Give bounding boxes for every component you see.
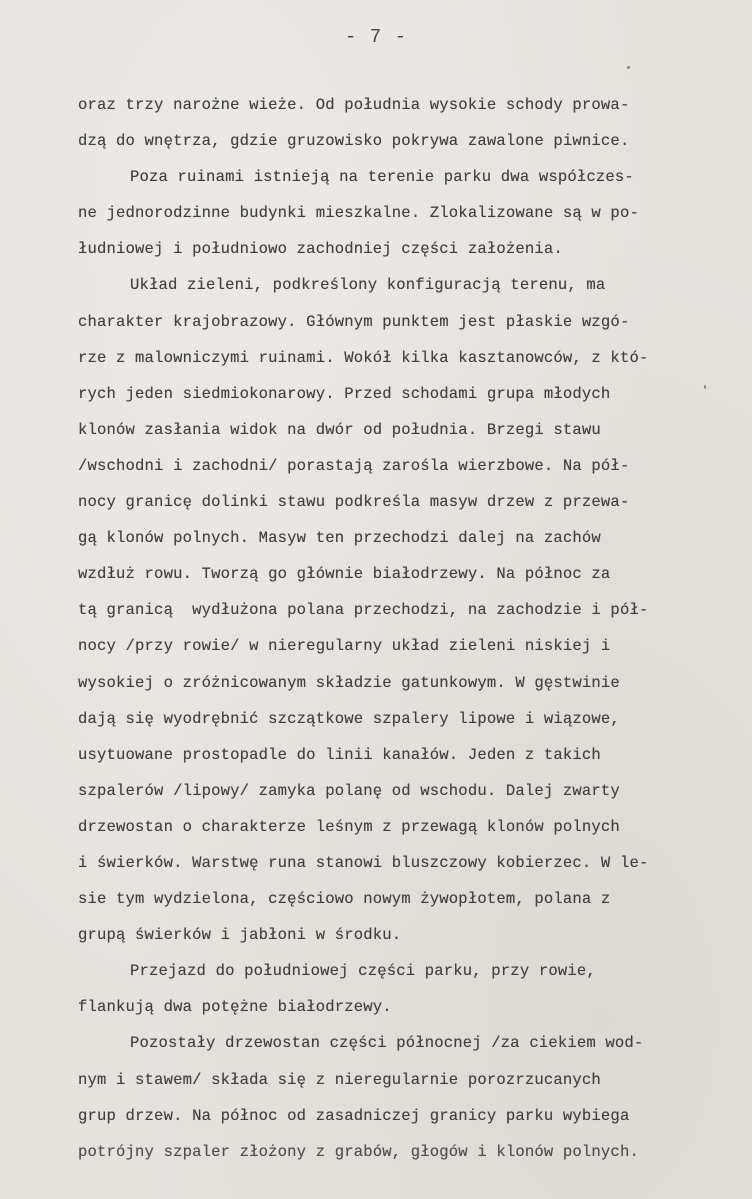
text-line-28: nym i stawem/ składa się z nieregularnie porozrzucanych	[78, 1070, 601, 1089]
text-line-15: tą granicą wydłużona polana przechodzi, na zachodzie i pół-	[78, 601, 649, 620]
text-line-24: grupą świerków i jabłoni w środku.	[78, 926, 402, 945]
text-line-25: Przejazd do południowej części parku, przy rowie,	[130, 962, 596, 981]
paper-speck	[704, 385, 706, 389]
text-line-12: nocy granicę dolinki stawu podkreśla masyw drzew z przewa-	[78, 493, 630, 512]
text-line-11: /wschodni i zachodni/ porastają zarośla wierzbowe. Na pół-	[78, 456, 630, 475]
paper-speck	[627, 66, 630, 69]
text-line-21: drzewostan o charakterze leśnym z przewagą klonów polnych	[78, 817, 620, 836]
text-line-3: Poza ruinami istnieją na terenie parku dwa współczes-	[130, 168, 634, 187]
text-line-19: usytuowane prostopadle do linii kanałów. Jeden z takich	[78, 745, 601, 764]
text-line-27: Pozostały drzewostan części północnej /za ciekiem wod-	[130, 1034, 644, 1053]
text-line-10: klonów zasłania widok na dwór od południa. Brzegi stawu	[78, 420, 601, 439]
text-line-20: szpalerów /lipowy/ zamyka polanę od wschodu. Dalej zwarty	[78, 781, 620, 800]
text-line-16: nocy /przy rowie/ w nieregularny układ zieleni niskiej i	[78, 637, 611, 656]
text-line-2: dzą do wnętrza, gdzie gruzowisko pokrywa zawalone piwnice.	[78, 132, 630, 151]
text-line-29: grup drzew. Na północ od zasadniczej granicy parku wybiega	[78, 1106, 630, 1125]
text-line-22: i świerków. Warstwę runa stanowi bluszczowy kobierzec. W le-	[78, 853, 649, 872]
text-line-14: wzdłuż rowu. Tworzą go głównie białodrzewy. Na północ za	[78, 565, 611, 584]
typewritten-body	[78, 87, 738, 1170]
text-line-23: sie tym wydzielona, częściowo nowym żywopłotem, polana z	[78, 890, 611, 909]
text-line-30: potrójny szpaler złożony z grabów, głogów i klonów polnych.	[78, 1142, 639, 1161]
text-line-9: rych jeden siedmiokonarowy. Przed schodami grupa młodych	[78, 384, 611, 403]
text-line-18: dają się wyodrębnić szczątkowe szpalery lipowe i wiązowe,	[78, 709, 620, 728]
text-line-1: oraz trzy narożne wieże. Od południa wysokie schody prowa-	[78, 96, 630, 114]
text-line-17: wysokiej o zróżnicowanym składzie gatunkowym. W gęstwinie	[78, 673, 620, 692]
text-line-13: gą klonów polnych. Masyw ten przechodzi dalej na zachów	[78, 529, 601, 548]
text-line-8: rze z malowniczymi ruinami. Wokół kilka kasztanowców, z któ-	[78, 348, 649, 367]
page-number: - 7 -	[344, 26, 407, 48]
text-line-5: łudniowej i południowo zachodniej części założenia.	[78, 240, 563, 259]
text-line-4: ne jednorodzinne budynki mieszkalne. Zlokalizowane są w po-	[78, 204, 639, 223]
text-line-7: charakter krajobrazowy. Głównym punktem jest płaskie wzgó-	[78, 312, 630, 331]
text-line-6: Układ zieleni, podkreślony konfiguracją terenu, ma	[130, 276, 606, 295]
text-line-26: flankują dwa potężne białodrzewy.	[78, 998, 392, 1017]
